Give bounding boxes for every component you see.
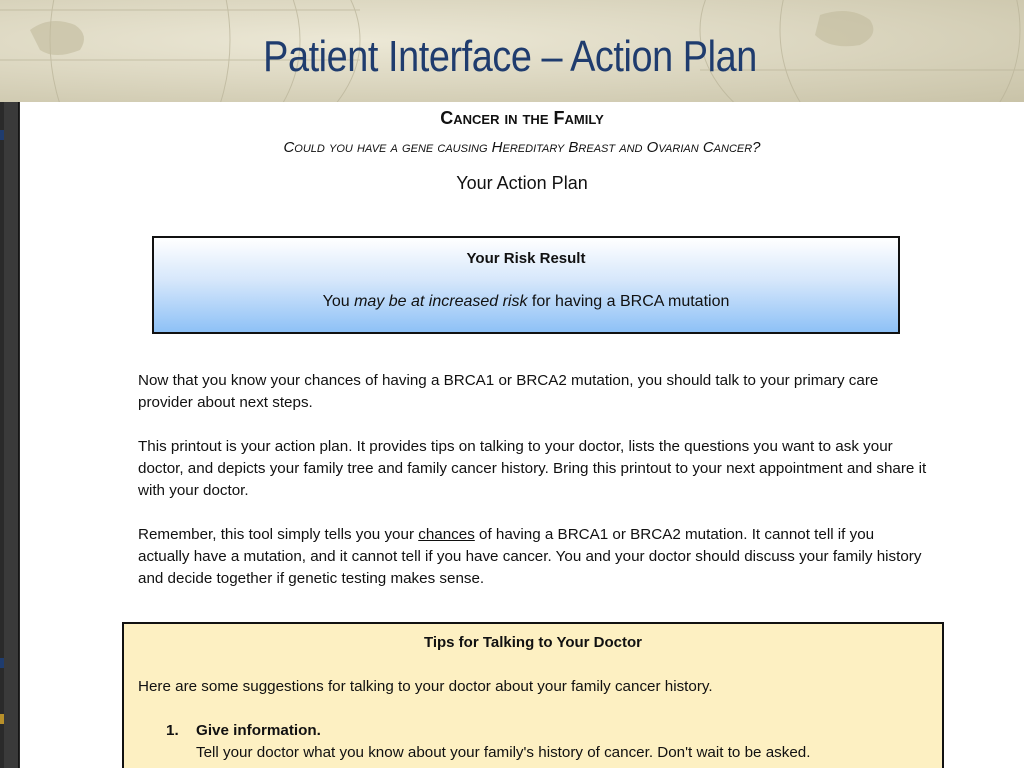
paragraph-printout: This printout is your action plan. It provides tips on talking to your doctor, lists the questions you want to ask your doctor, and depicts your family tree and family cancer history. Bring this printout to your next appointment and share it with your doctor. <box>138 438 927 499</box>
action-plan-heading: Your Action Plan <box>456 173 588 193</box>
paragraph-next-steps: Now that you know your chances of having a BRCA1 or BRCA2 mutation, you should talk to your primary care provider about next steps. <box>138 372 879 411</box>
tip-heading: Give information. <box>196 722 321 739</box>
reminder-text-prefix: Remember, this tool simply tells you your <box>138 526 419 543</box>
risk-text-emphasis: may be at increased risk <box>354 293 528 310</box>
tips-intro: Here are some suggestions for talking to your doctor about your family cancer history. <box>138 678 713 695</box>
risk-result-box <box>152 236 900 334</box>
left-edge-inner <box>4 102 19 768</box>
tips-title: Tips for Talking to Your Doctor <box>423 634 643 651</box>
document-subtitle: Could you have a gene causing Hereditary Breast and Ovarian Cancer? <box>283 139 761 156</box>
action-plan-document <box>20 102 1024 768</box>
left-edge-strip <box>0 102 20 768</box>
document-title: Cancer in the Family <box>440 108 604 128</box>
left-edge-marker <box>0 130 4 140</box>
risk-text-suffix: for having a BRCA mutation <box>527 293 730 310</box>
reminder-text-suffix: of having a BRCA1 or BRCA2 mutation. It cannot tell if you actually have a mutation, and it cannot tell if you have cancer. You and your doctor should discuss your family history and decide together if genetic testing makes sense. <box>138 526 922 587</box>
tips-box <box>122 622 944 768</box>
slide-title: Patient Interface – Action Plan <box>263 32 757 81</box>
left-edge-marker <box>0 714 4 724</box>
risk-result-text <box>154 293 898 311</box>
slide-header <box>0 0 1024 102</box>
reminder-underlined-word: chances <box>418 526 475 543</box>
paragraph-reminder <box>138 524 928 590</box>
left-edge-marker <box>0 658 4 668</box>
tip-body: Tell your doctor what you know about your family's history of cancer. Don't wait to be asked. <box>196 744 811 761</box>
tip-number: 1. <box>166 722 179 739</box>
risk-result-title: Your Risk Result <box>466 250 586 267</box>
risk-text-prefix: You <box>322 293 355 310</box>
